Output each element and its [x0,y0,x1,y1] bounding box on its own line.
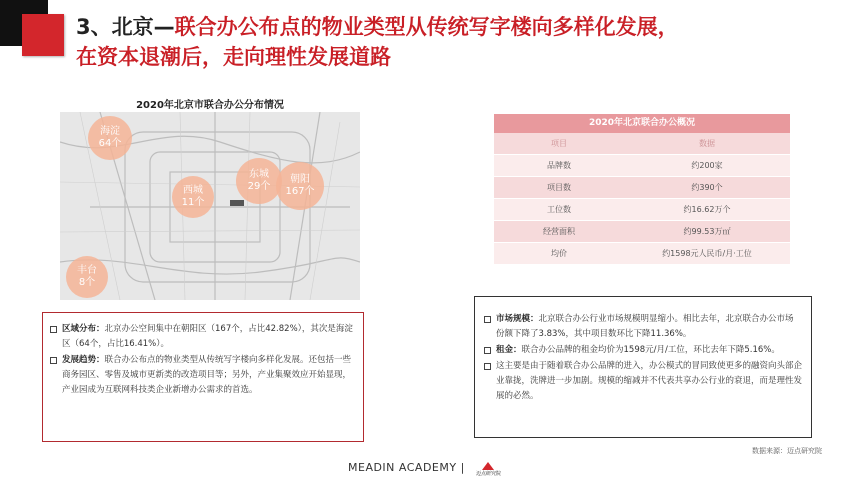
district-xicheng-bubble [172,176,214,218]
logo-triangle-icon [482,462,494,470]
table-column-header [494,133,790,155]
district-xicheng-count: 11个 [181,197,205,208]
slide-title [76,12,816,72]
table-cell: 约16.62万个 [683,205,731,214]
corner-decoration-red [22,14,64,56]
overview-table [494,114,790,265]
meadin-logo-icon [476,462,510,476]
bullet-label: 区域分布： [62,324,105,334]
district-chaoyang-count: 167个 [285,186,315,197]
table-cell: 约99.53万㎡ [683,227,731,236]
table-cell: 约200家 [691,161,723,170]
table-cell: 项目数 [547,183,571,192]
district-dongcheng-name: 东城 [249,169,269,180]
column-header-data: 数据 [699,139,715,148]
district-fengtai-bubble [66,256,108,298]
title-line2: 在资本退潮后，走向理性发展道路 [76,45,391,69]
table-row [494,221,790,243]
beijing-district-map [60,112,360,300]
bullet-square-icon [484,363,491,370]
table-row [494,199,790,221]
list-item [484,343,802,358]
title-prefix: 3、北京— [76,15,175,39]
logo-text: 迈点研究院 [476,471,502,477]
table-row [494,177,790,199]
bullet-text: 联合办公布点的物业类型从传统写字楼向多样化发展。还包括一些商务园区、零售及城市更新类的改造项目等；另外，产业集聚效应开始显现，产业园成为互联网科技类企业新增办公需求的首选。 [62,355,352,395]
district-haidian-bubble [88,116,132,160]
list-item [484,312,802,342]
table-cell: 经营面积 [543,227,575,236]
bullet-text: 北京联合办公行业市场规模明显缩小。相比去年，北京联合办公市场份额下降了3.83%，其中项目数环比下降11.36%。 [496,314,794,339]
table-row [494,243,790,265]
table-cell: 约390个 [691,183,723,192]
bullet-square-icon [484,347,491,354]
list-item [484,359,802,404]
table-row [494,155,790,177]
right-bullet-list [484,312,802,405]
bullet-label: 租金： [496,345,522,355]
map-title: 2020年北京市联合办公分布情况 [136,100,284,111]
data-source-note: 数据来源：迈点研究院 [752,447,822,455]
bullet-text: 联合办公品牌的租金均价为1598元/月/工位，环比去年下降5.16%。 [521,345,780,355]
district-xicheng-name: 西城 [183,185,203,196]
bullet-label: 市场规模： [496,314,539,324]
bullet-square-icon [50,326,57,333]
district-fengtai-count: 8个 [78,277,96,288]
district-haidian-name: 海淀 [100,126,120,137]
list-item [50,353,356,398]
list-item [50,322,356,352]
footer-brand: MEADIN ACADEMY | [348,461,465,474]
bullet-label: 发展趋势： [62,355,105,365]
bullet-square-icon [484,316,491,323]
district-chaoyang-name: 朝阳 [290,174,310,185]
left-bullet-list [50,322,356,399]
district-dongcheng-count: 29个 [247,181,271,192]
bullet-square-icon [50,357,57,364]
table-cell: 品牌数 [547,161,571,170]
district-haidian-count: 64个 [98,138,122,149]
title-line1: 联合办公布点的物业类型从传统写字楼向多样化发展， [174,15,679,39]
bullet-text: 北京办公空间集中在朝阳区（167个，占比42.82%），其次是海淀区（64个，占比16.41%）。 [62,324,353,349]
district-chaoyang-bubble [276,162,324,210]
column-header-item: 项目 [551,139,567,148]
table-title: 2020年北京联合办公概况 [494,114,790,133]
district-fengtai-name: 丰台 [77,265,97,276]
bullet-text: 这主要是由于随着联合办公品牌的进入，办公模式的冒同致使更多的融资向头部企业靠拢，洗牌进一步加剧。规模的缩减并不代表共享办公行业的衰退，而是理性发展的必然。 [496,361,803,401]
table-cell: 工位数 [547,205,571,214]
table-cell: 均价 [551,249,567,258]
table-cell: 约1598元人民币/月·工位 [662,249,752,258]
